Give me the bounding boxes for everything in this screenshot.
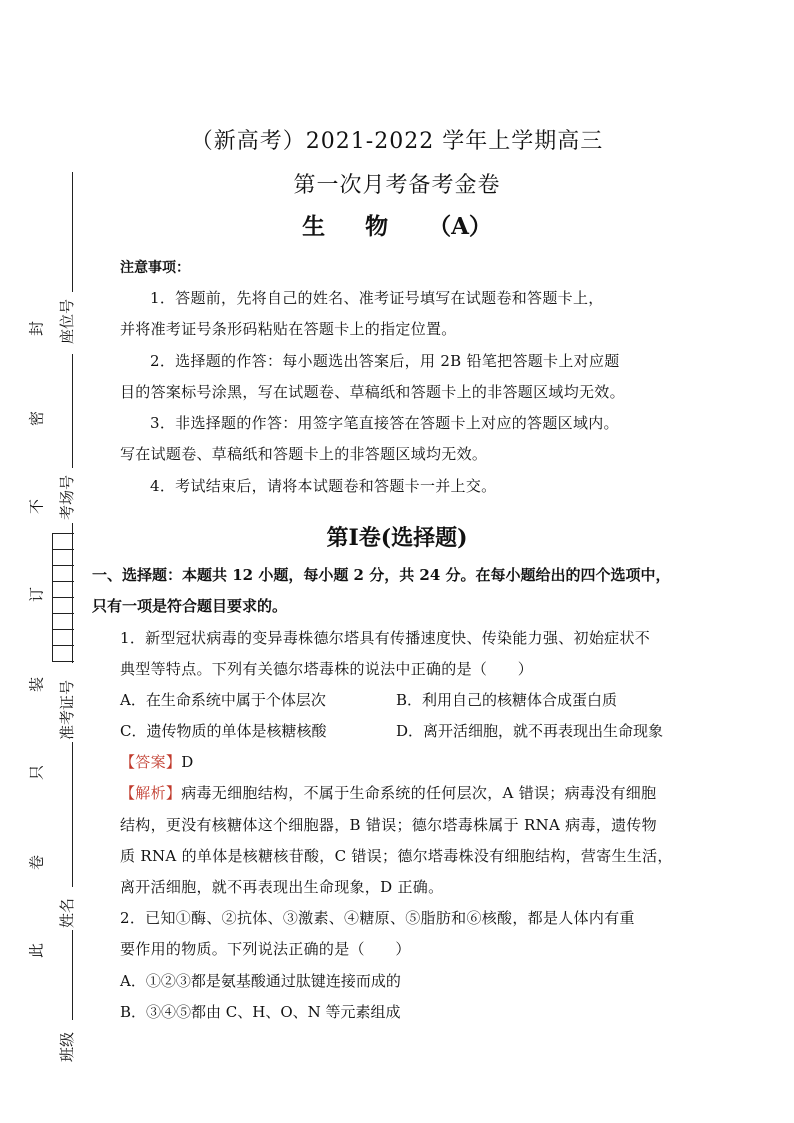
seat-number-field: 座位号 — [58, 298, 76, 344]
notice-item: 2．选择题的作答：每小题选出答案后，用 2B 铅笔把答题卡上对应题 — [150, 352, 620, 370]
name-field: 姓名 — [58, 897, 76, 928]
notice-item: 3．非选择题的作答：用签字笔直接答在答题卡上对应的答题区域内。 — [150, 414, 619, 432]
exam-title: （新高考）2021-2022 学年上学期高三 — [190, 129, 604, 154]
seal-char: 密 — [27, 411, 46, 427]
seal-char: 封 — [27, 321, 46, 337]
option-b: B．利用自己的核糖体合成蛋白质 — [396, 691, 618, 709]
answer-tag: 【答案】 — [120, 753, 182, 771]
exam-subtitle: 第一次月考备考金卷 — [293, 173, 501, 198]
hatch-line — [52, 629, 74, 630]
hatch-line — [52, 581, 74, 582]
binding-line — [72, 742, 73, 887]
section-title: 第Ⅰ卷(选择题) — [326, 525, 468, 551]
hatch-border — [52, 533, 53, 661]
option-d: D．离开活细胞，就不再表现出生命现象 — [396, 722, 664, 740]
question-stem: 1．新型冠状病毒的变异毒株德尔塔具有传播速度快、传染能力强、初始症状不 — [120, 629, 651, 647]
subject-char: 物 — [365, 213, 389, 240]
answer-value: D — [181, 753, 194, 771]
notice-item: 4．考试结束后，请将本试题卷和答题卡一并上交。 — [150, 477, 497, 495]
analysis-line — [120, 782, 656, 803]
subject-version: （A） — [428, 213, 492, 240]
question-stem: 典型等特点。下列有关德尔塔毒株的说法中正确的是（ ） — [120, 660, 534, 678]
analysis-tag: 【解析】 — [120, 784, 182, 802]
exam-room-field: 考场号 — [58, 474, 76, 520]
section-instruction: 一、选择题：本题共 12 小题，每小题 2 分，共 24 分。在每小题给出的四个选项中， — [92, 566, 671, 584]
analysis-text: 病毒无细胞结构，不属于生命系统的任何层次，A 错误；病毒没有细胞 — [181, 784, 657, 802]
hatch-line — [52, 597, 74, 598]
seal-char: 此 — [27, 943, 46, 959]
subject-char: 生 — [302, 213, 326, 240]
analysis-text: 结构，更没有核糖体这个细胞器，B 错误；德尔塔毒株属于 RNA 病毒，遗传物 — [120, 816, 657, 834]
section-instruction: 只有一项是符合题目要求的。 — [92, 597, 288, 615]
answer-line — [120, 751, 194, 772]
notice-item: 1．答题前，先将自己的姓名、准考证号填写在试题卷和答题卡上， — [150, 289, 604, 307]
option-a: A．在生命系统中属于个体层次 — [120, 691, 326, 709]
hatch-line — [52, 565, 74, 566]
notice-item: 目的答案标号涂黑，写在试题卷、草稿纸和答题卡上的非答题区域均无效。 — [120, 383, 625, 401]
seal-char: 装 — [27, 677, 46, 693]
seal-char: 只 — [27, 765, 46, 781]
option-b: B．③④⑤都由 C、H、O、N 等元素组成 — [120, 1003, 401, 1021]
notice-heading: 注意事项： — [120, 260, 190, 276]
analysis-text: 质 RNA 的单体是核糖核苷酸，C 错误；德尔塔毒株没有细胞结构，营寄生生活， — [120, 847, 673, 865]
option-c: C．遗传物质的单体是核糖核酸 — [120, 722, 327, 740]
subject-title — [0, 208, 794, 241]
binding-line — [72, 930, 73, 1020]
hatch-line — [52, 613, 74, 614]
seal-char: 不 — [27, 499, 46, 515]
question-stem: 要作用的物质。下列说法正确的是（ ） — [120, 940, 411, 958]
hatch-line — [52, 661, 74, 662]
question-stem: 2．已知①酶、②抗体、③激素、④糖原、⑤脂肪和⑥核酸，都是人体内有重 — [120, 909, 635, 927]
analysis-text: 离开活细胞，就不再表现出生命现象，D 正确。 — [120, 878, 444, 896]
binding-line — [72, 354, 73, 468]
option-a: A．①②③都是氨基酸通过肽键连接而成的 — [120, 972, 401, 990]
notice-item: 写在试题卷、草稿纸和答题卡上的非答题区域均无效。 — [120, 445, 488, 463]
admission-ticket-field: 准考证号 — [58, 679, 76, 740]
seal-char: 订 — [27, 587, 46, 603]
hatch-line — [52, 645, 74, 646]
notice-item: 并将准考证号条形码粘贴在答题卡上的指定位置。 — [120, 320, 457, 338]
seal-char: 卷 — [27, 855, 46, 871]
class-field: 班级 — [58, 1031, 76, 1062]
